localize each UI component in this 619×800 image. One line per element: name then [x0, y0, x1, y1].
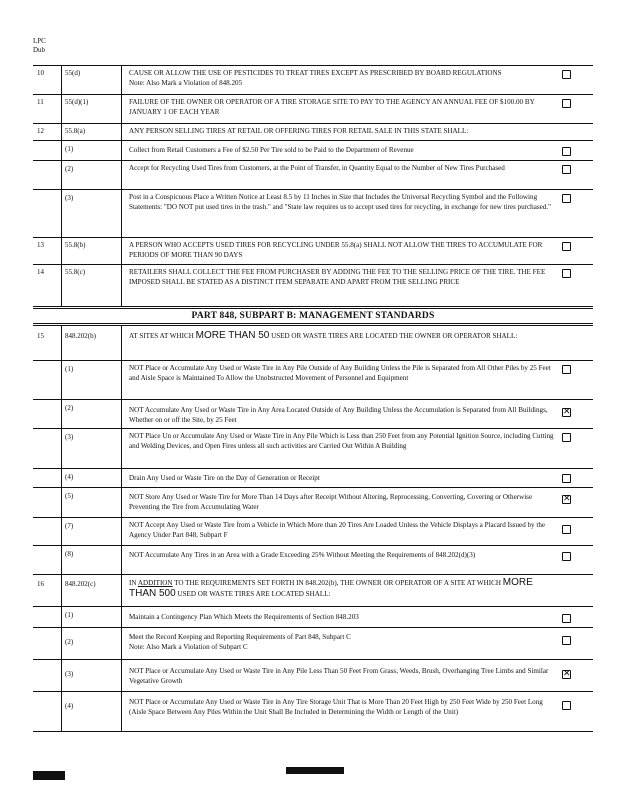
section-ref: 55.8(a) — [65, 127, 86, 135]
section-ref: 55(d)(1) — [65, 98, 89, 106]
section-ref: 55.8(b) — [65, 241, 86, 249]
table-row — [33, 66, 593, 95]
item-text: FAILURE OF THE OWNER OR OPERATOR OF A TIRE STORAGE SITE TO PAY TO THE AGENCY AN ANNUAL FEE OF $100.00 BY JANUARY 1 OF EACH YEAR — [129, 98, 535, 116]
item-number: 13 — [37, 241, 44, 249]
item-text: NOT Accumulate Any Used or Waste Tire in Any Area Located Outside of Any Building Unless the Accumulation is Separated from All Buildings, Whether on or off the Site, by 25 Feet — [129, 406, 548, 424]
item-text: NOT Store Any Used or Waste Tire for More Than 14 Days after Receipt Without Altering, Reprocessing, Converting, Covering or Otherwise Preventing the Tire from Accumulating Water — [129, 493, 533, 511]
table-row — [33, 488, 593, 518]
item-text: NOT Place or Accumulate Any Used or Waste Tire in Any Pile Outside of Any Building Unless the Pile is Separated from All Other Piles by 25 Feet and Aisle Space is Maintained To Allow the Unobstructed Movement of Personnel and Equipment — [129, 364, 551, 382]
table-row — [33, 326, 593, 361]
checkbox[interactable] — [562, 242, 571, 251]
item-text: CAUSE OR ALLOW THE USE OF PESTICIDES TO TREAT TIRES EXCEPT AS PRESCRIBED BY BOARD REGULATIONS Note: Also Mark a Violation of 848.205 — [129, 69, 561, 88]
subitem-number: (1) — [65, 365, 74, 373]
item-number: 10 — [37, 69, 44, 77]
subitem-number: (4) — [65, 702, 74, 710]
table-row — [33, 124, 593, 141]
checkbox[interactable] — [562, 269, 571, 278]
checkbox[interactable] — [562, 70, 571, 79]
header-sub: Dub — [33, 46, 46, 54]
checkbox[interactable] — [562, 552, 571, 561]
item-text: NOT Accumulate Any Tires in an Area with a Grade Exceeding 25% Without Meeting the Requirements of 848.202(d)(3) — [129, 551, 476, 559]
item-number: 12 — [37, 127, 44, 135]
checkbox-checked[interactable] — [562, 670, 571, 679]
table-row — [33, 607, 593, 628]
subitem-number: (3) — [65, 194, 74, 202]
checkbox[interactable] — [562, 701, 571, 710]
item-text: NOT Place Un or Accumulate Any Used or Waste Tire in Any Pile Which is Less than 250 Feet from any Potential Ignition Source, including Cutting and Welding Devices, and Open Fires unless all such activities are Carried Out Within A Building — [129, 432, 554, 450]
item-text: Post in a Conspicuous Place a Written Notice at Least 8.5 by 11 Inches in Size that Includes the Universal Recycling Symbol and the Following Statements: "DO NOT put used tires in the trash." and "State law requires us to accept used tires for recycling, in exchange for new tires purchased." — [129, 193, 551, 211]
table-row — [33, 400, 593, 429]
subitem-number: (1) — [65, 611, 74, 619]
item-number: 14 — [37, 268, 44, 276]
subitem-number: (1) — [65, 145, 74, 153]
subitem-number: (3) — [65, 433, 74, 441]
table-row — [33, 575, 593, 607]
subitem-number: (4) — [65, 473, 74, 481]
checkbox[interactable] — [562, 194, 571, 203]
section-ref: 55(d) — [65, 69, 81, 77]
item-text: Maintain a Contingency Plan Which Meets the Requirements of Section 848.203 — [129, 613, 359, 621]
checkbox[interactable] — [562, 365, 571, 374]
table-row — [33, 628, 593, 660]
item-text: A PERSON WHO ACCEPTS USED TIRES FOR RECYCLING UNDER 55.8(a) SHALL NOT ALLOW THE TIRES TO ACCUMULATE FOR PERIODS OF MORE THAN 90 DAYS — [129, 241, 543, 259]
table-row — [33, 238, 593, 265]
item-text: Meet the Record Keeping and Reporting Requirements of Part 848, Subpart C Note: Also Mark a Violation of Subpart C — [129, 633, 561, 652]
subitem-number: (7) — [65, 522, 74, 530]
item-text: RETAILERS SHALL COLLECT THE FEE FROM PURCHASER BY ADDING THE FEE TO THE SELLING PRICE OF THE TIRE. THE FEE IMPOSED SHALL BE STATED AS A DISTINCT ITEM SEPARATE AND APART FROM THE SELLING PRICE — [129, 268, 546, 286]
subitem-number: (3) — [65, 670, 74, 678]
table-row — [33, 361, 593, 400]
footer-mark-center — [286, 767, 344, 774]
item-text: NOT Place or Accumulate Any Used or Waste Tire in Any Pile Less Than 50 Feet From Grass, Weeds, Brush, Overhanging Tree Limbs and Similar Vegetative Growth — [129, 667, 549, 685]
item-text: NOT Accept Any Used or Waste Tire from a Vehicle in Which More than 20 Tires Are Loaded Unless the Vehicle Displays a Placard Issued by the Agency Under Part 848, Subpart F — [129, 521, 546, 539]
checkbox[interactable] — [562, 614, 571, 623]
checkbox[interactable] — [562, 525, 571, 534]
section-ref: 55.8(c) — [65, 268, 86, 276]
checkbox[interactable] — [562, 147, 571, 156]
subitem-number: (5) — [65, 492, 74, 500]
table-row — [33, 429, 593, 469]
checkbox-checked[interactable] — [562, 495, 571, 504]
subitem-number: (8) — [65, 550, 74, 558]
table-row — [33, 190, 593, 238]
table-row — [33, 546, 593, 575]
checkbox[interactable] — [562, 636, 571, 645]
checkbox[interactable] — [562, 433, 571, 442]
item-text: NOT Place or Accumulate Any Used or Waste Tire in Any Tire Storage Unit That is More Than 20 Feet High by 250 Feet Wide by 250 Feet Long (Aisle Space Between Any Piles Within the Unit Shall Be Included in Determining the Width or Length of the Unit) — [129, 698, 543, 716]
header-code: LPC — [33, 37, 46, 45]
item-text: ANY PERSON SELLING TIRES AT RETAIL OR OFFERING TIRES FOR RETAIL SALE IN THIS STATE SHALL: — [129, 127, 469, 135]
item-text: Accept for Recycling Used Tires from Customers, at the Point of Transfer, in Quantity Equal to the Number of New Tires Purchased — [129, 164, 505, 172]
item-note: Note: Also Mark a Violation of Subpart C — [129, 642, 248, 651]
checkbox[interactable] — [562, 99, 571, 108]
item-number: 15 — [37, 332, 44, 340]
subitem-number: (2) — [65, 638, 74, 646]
footer-mark-left — [33, 771, 65, 780]
item-number: 16 — [37, 580, 44, 588]
item-text: IN ADDITION TO THE REQUIREMENTS SET FORTH IN 848.202(b), THE OWNER OR OPERATOR OF A SITE AT WHICH MORE THAN 500 USED OR WASTE TIRES ARE LOCATED SHALL: — [129, 577, 533, 599]
table-row — [33, 518, 593, 546]
section-ref: 848.202(c) — [65, 580, 96, 588]
table-row — [33, 95, 593, 124]
table-row — [33, 660, 593, 692]
item-note: Note: Also Mark a Violation of 848.205 — [129, 78, 243, 87]
table-row — [33, 692, 593, 732]
table-row — [33, 469, 593, 488]
item-text: Collect from Retail Customers a Fee of $2.50 Per Tire sold to be Paid to the Department of Revenue — [129, 146, 414, 154]
section-ref: 848.202(b) — [65, 332, 96, 340]
checkbox[interactable] — [562, 474, 571, 483]
checklist-table — [33, 65, 593, 732]
part-heading: PART 848, SUBPART B: MANAGEMENT STANDARDS — [33, 309, 593, 326]
subitem-number: (2) — [65, 165, 74, 173]
checkbox-checked[interactable] — [562, 408, 571, 417]
item-number: 11 — [37, 98, 44, 106]
table-row — [33, 141, 593, 161]
subitem-number: (2) — [65, 404, 74, 412]
checkbox[interactable] — [562, 165, 571, 174]
item-text: Drain Any Used or Waste Tire on the Day of Generation or Receipt — [129, 474, 320, 482]
table-row — [33, 161, 593, 190]
item-text: AT SITES AT WHICH MORE THAN 50 USED OR WASTE TIRES ARE LOCATED THE OWNER OR OPERATOR SHALL: — [129, 330, 518, 341]
table-row — [33, 265, 593, 309]
